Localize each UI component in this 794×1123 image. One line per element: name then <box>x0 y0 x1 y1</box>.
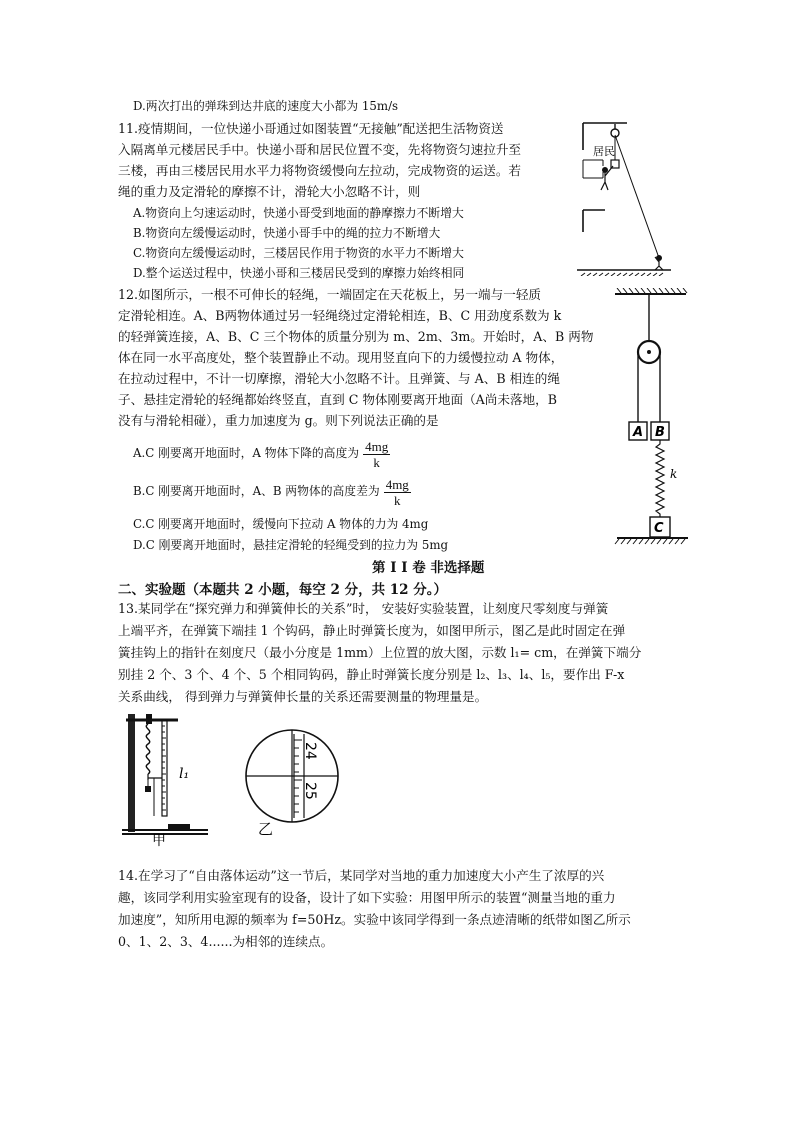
q12-fig-label-c: C <box>654 521 664 536</box>
q11-line-3: 三楼，再由三楼居民用水平力将物资缓慢向左拉动，完成物资的运送。若 <box>118 163 521 178</box>
q12-fig-label-a: A <box>633 425 644 440</box>
q14-line-3: 加速度”，知所用电源的频率为 f=50Hz。实验中该同学得到一条点迹清晰的纸带如图乙所示 <box>118 912 631 927</box>
q13-line-5: 关系曲线， 得到弹力与弹簧伸长量的关系还需要测量的物理量是。 <box>118 689 488 704</box>
q12-line-7: 没有与滑轮相碰），重力加速度为 g。则下列说法正确的是 <box>118 413 439 428</box>
q10-option-d: D.两次打出的弹珠到达井底的速度大小都为 15m/s <box>133 99 399 113</box>
q12-option-b-fraction <box>384 477 411 508</box>
q12-option-a-fraction <box>363 439 390 470</box>
q12-option-c: C.C 刚要离开地面时，缓慢向下拉动 A 物体的力为 4mg <box>133 517 429 531</box>
q13-line-1: 13.某同学在“探究弹力和弹簧伸长的关系”时， 安装好实验装置，让刻度尺零刻度与弹簧 <box>118 601 609 616</box>
q12-option-a-text: A.C 刚要离开地面时，A 物体下降的高度为 <box>133 446 360 460</box>
q14-line-1: 14.在学习了“自由落体运动”这一节后，某同学对当地的重力加速度大小产生了浓厚的兴 <box>118 868 605 883</box>
q13-line-2: 上端平齐，在弹簧下端挂 1 个钩码，静止时弹簧长度为，如图甲所示，图乙是此时固定在弹 <box>118 623 626 638</box>
q13-figure-jia <box>118 712 210 847</box>
q11-figure <box>575 120 673 276</box>
q11-option-a: A.物资向上匀速运动时，快递小哥受到地面的静摩擦力不断增大 <box>133 206 464 220</box>
q12-option-a-denominator: k <box>373 454 380 470</box>
q12-line-5: 在拉动过程中，不计一切摩擦，滑轮大小忽略不计。且弹簧、与 A、B 相连的绳 <box>118 371 560 386</box>
q13-fig-24: 24 <box>302 742 318 760</box>
q13-figure-yi <box>240 728 344 838</box>
q11-option-c: C.物资向左缓慢运动时，三楼居民作用于物资的水平力不断增大 <box>133 246 464 260</box>
q12-figure <box>612 288 692 548</box>
q12-option-a <box>133 435 390 471</box>
q14-line-4: 0、1、2、3、4......为相邻的连续点。 <box>118 934 334 949</box>
q12-fig-label-b: B <box>655 425 665 440</box>
q12-fig-label-k: k <box>670 467 678 481</box>
section2-title: 二、实验题（本题共 2 小题，每空 2 分，共 12 分。） <box>118 582 448 598</box>
q13-fig-jia-label: 甲 <box>152 833 166 847</box>
q12-option-a-numerator: 4mg <box>365 438 389 454</box>
q11-figure-label: 居民 <box>593 145 615 158</box>
q11-option-d: D.整个运送过程中，快递小哥和三楼居民受到的摩擦力始终相同 <box>133 266 465 280</box>
q11-line-1: 11.疫情期间，一位快递小哥通过如图装置“无接触”配送把生活物资送 <box>118 121 504 136</box>
part2-title: 第 I I 卷 非选择题 <box>372 560 485 576</box>
q12-line-3: 的轻弹簧连接，A、B、C 三个物体的质量分别为 m、2m、3m。开始时，A、B 两物 <box>118 329 594 344</box>
q13-fig-yi-label: 乙 <box>258 820 274 838</box>
q13-line-4: 别挂 2 个、3 个、4 个、5 个相同钩码，静止时弹簧长度分别是 l₂、l₃、l₄、l₅，要作出 F-x <box>118 667 625 682</box>
q12-option-d: D.C 刚要离开地面时，悬挂定滑轮的轻绳受到的拉力为 5mg <box>133 538 449 552</box>
q12-line-1: 12.如图所示，一根不可伸长的轻绳，一端固定在天花板上，另一端与一轻质 <box>118 287 542 302</box>
q11-option-b: B.物资向左缓慢运动时，快递小哥手中的绳的拉力不断增大 <box>133 226 441 240</box>
q12-line-6: 子、悬挂定滑轮的轻绳都始终竖直，直到 C 物体刚要离开地面（A尚未落地，B <box>118 392 557 407</box>
q13-line-3: 簧挂钩上的指针在刻度尺（最小分度是 1mm）上位置的放大图，示数 l₁= cm，在弹簧下端分 <box>118 645 642 660</box>
q12-option-b-numerator: 4mg <box>385 476 409 492</box>
q12-option-b-text: B.C 刚要离开地面时，A、B 两物体的高度差为 <box>133 484 380 498</box>
q11-line-2: 入隔离单元楼居民手中。快递小哥和居民位置不变，先将物资匀速拉升至 <box>118 142 521 157</box>
q13-fig-25: 25 <box>302 782 318 800</box>
q11-line-4: 绳的重力及定滑轮的摩擦不计，滑轮大小忽略不计，则 <box>118 184 421 199</box>
q12-line-4: 体在同一水平高度处，整个装置静止不动。现用竖直向下的力缓慢拉动 A 物体， <box>118 350 564 365</box>
q12-line-2: 定滑轮相连。A、B两物体通过另一轻绳绕过定滑轮相连，B、C 用劲度系数为 k <box>118 308 562 323</box>
q13-fig-l1: l₁ <box>179 766 190 782</box>
q14-line-2: 趣，该同学利用实验室现有的设备，设计了如下实验：用图甲所示的装置“测量当地的重力 <box>118 890 616 905</box>
q12-option-b-denominator: k <box>394 492 401 508</box>
q12-option-b <box>133 473 411 509</box>
